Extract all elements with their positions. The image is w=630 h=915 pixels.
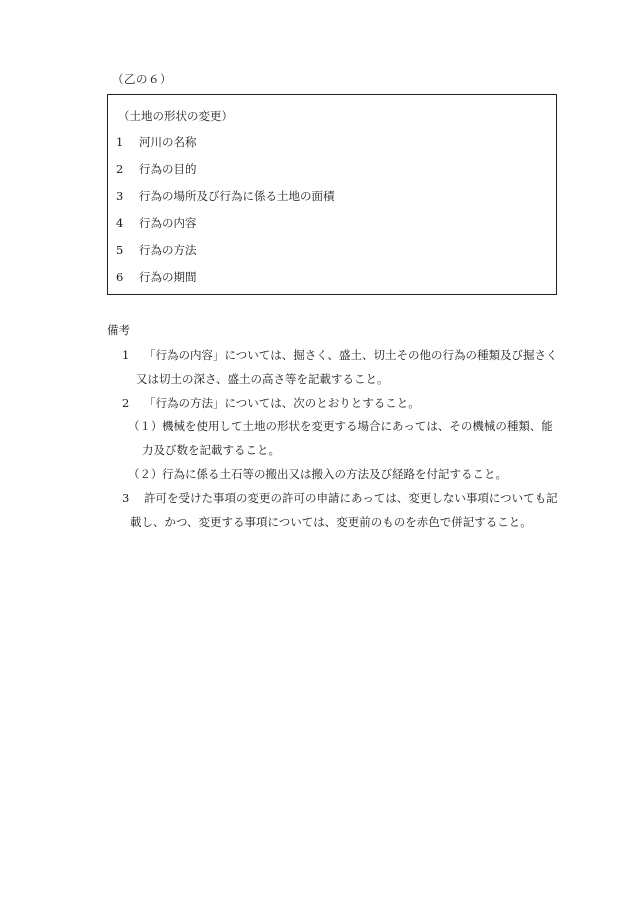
note-number: 3 [122,491,130,505]
item-location-area [116,188,335,204]
item-content [116,215,197,231]
item-number: 4 [116,216,124,230]
note-text: 「行為の方法」については、次のとおりとすること。 [144,396,420,410]
note-2-sub-1-line-2: 力及び数を記載すること。 [142,443,280,457]
item-number: 6 [116,270,124,284]
note-text: 許可を受けた事項の変更の許可の申請にあっては、変更しない事項についても記 [144,491,558,505]
note-1-line-1 [122,347,558,363]
sub-number: （２） [128,467,163,481]
note-2-line-1 [122,395,420,411]
note-number: 2 [122,396,130,410]
item-river-name [116,134,197,150]
item-text: 行為の内容 [139,216,197,230]
item-text: 行為の方法 [139,243,197,257]
item-number: 5 [116,243,124,257]
sub-text: 機械を使用して土地の形状を変更する場合にあっては、その機械の種類、能 [162,419,553,433]
note-number: 1 [122,348,130,362]
item-text: 行為の期間 [139,270,197,284]
item-number: 1 [116,135,124,149]
note-1-line-2: 又は切土の深さ、盛土の高さ等を記載すること。 [136,372,389,386]
item-number: 3 [116,189,124,203]
box-heading: （土地の形状の変更） [118,109,233,123]
item-text: 河川の名称 [139,135,197,149]
note-text: 「行為の内容」については、掘さく、盛土、切土その他の行為の種類及び掘さく [144,348,558,362]
note-3-line-1 [122,490,558,506]
item-period [116,269,197,285]
notes-title: 備考 [107,323,130,337]
form-box [107,94,557,295]
sub-number: （１） [128,419,163,433]
note-2-sub-1-line-1 [128,418,553,434]
note-3-line-2: 載し、かつ、変更する事項については、変更前のものを赤色で併記すること。 [130,515,532,529]
item-method [116,242,197,258]
item-purpose [116,161,197,177]
form-id-label: （乙の６） [112,72,172,86]
item-text: 行為の目的 [139,162,197,176]
sub-text: 行為に係る土石等の搬出又は搬入の方法及び経路を付記すること。 [162,467,507,481]
item-number: 2 [116,162,124,176]
note-2-sub-2-line-1 [128,466,507,482]
item-text: 行為の場所及び行為に係る土地の面積 [139,189,335,203]
